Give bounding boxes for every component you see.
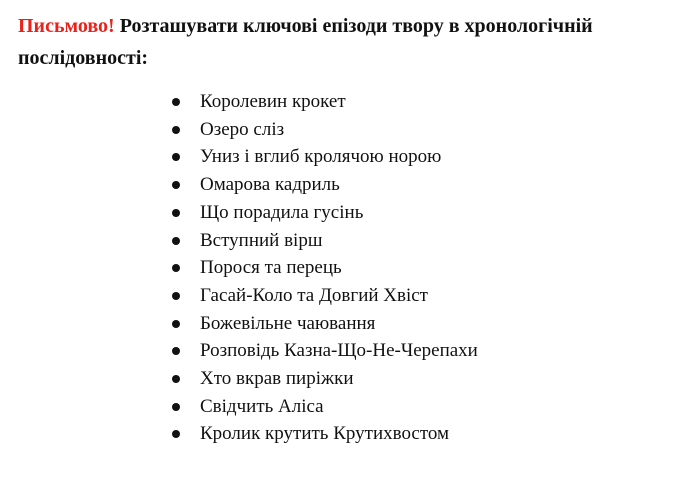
bullet-icon xyxy=(172,209,180,217)
episode-label: Хто вкрав пиріжки xyxy=(200,368,354,390)
list-item xyxy=(160,282,478,310)
bullet-icon xyxy=(172,292,180,300)
list-item xyxy=(160,227,478,255)
bullet-icon xyxy=(172,430,180,438)
task-prefix: Письмово! xyxy=(18,15,115,37)
list-item xyxy=(160,310,478,338)
episode-label: Озеро сліз xyxy=(200,118,285,140)
task-heading xyxy=(18,10,688,74)
episode-label: Королевин крокет xyxy=(200,91,346,112)
bullet-icon xyxy=(172,126,180,134)
bullet-icon xyxy=(172,320,180,328)
list-item xyxy=(160,393,478,421)
bullet-icon xyxy=(172,264,180,272)
list-item xyxy=(160,337,478,365)
episode-label: Розповідь Казна-Що-Не-Черепахи xyxy=(200,340,478,362)
episode-label: Свідчить Аліса xyxy=(200,395,324,417)
list-item xyxy=(160,199,478,227)
episode-list xyxy=(160,88,478,448)
bullet-icon xyxy=(172,403,180,411)
bullet-icon xyxy=(172,347,180,355)
list-item xyxy=(160,365,478,393)
episode-label: Що порадила гусінь xyxy=(200,201,364,223)
list-item xyxy=(160,420,478,448)
task-text: Розташувати ключові епізоди твору в хронологічній послідовності: xyxy=(18,15,593,69)
bullet-icon xyxy=(172,153,180,161)
bullet-icon xyxy=(172,98,180,106)
episode-label: Кролик крутить Крутихвостом xyxy=(200,423,450,445)
bullet-icon xyxy=(172,237,180,245)
episode-label: Униз і вглиб кролячою норою xyxy=(200,146,442,168)
episode-label: Омарова кадриль xyxy=(200,174,340,196)
list-item xyxy=(160,116,478,144)
list-item xyxy=(160,171,478,199)
episode-label: Вступний вірш xyxy=(200,229,323,251)
list-item xyxy=(160,88,478,116)
bullet-icon xyxy=(172,375,180,383)
episode-label: Божевільне чаювання xyxy=(200,312,376,334)
episode-label: Гасай-Коло та Довгий Хвіст xyxy=(200,284,428,306)
bullet-icon xyxy=(172,181,180,189)
episode-label: Порося та перець xyxy=(200,257,342,279)
list-item xyxy=(160,143,478,171)
list-item xyxy=(160,254,478,282)
